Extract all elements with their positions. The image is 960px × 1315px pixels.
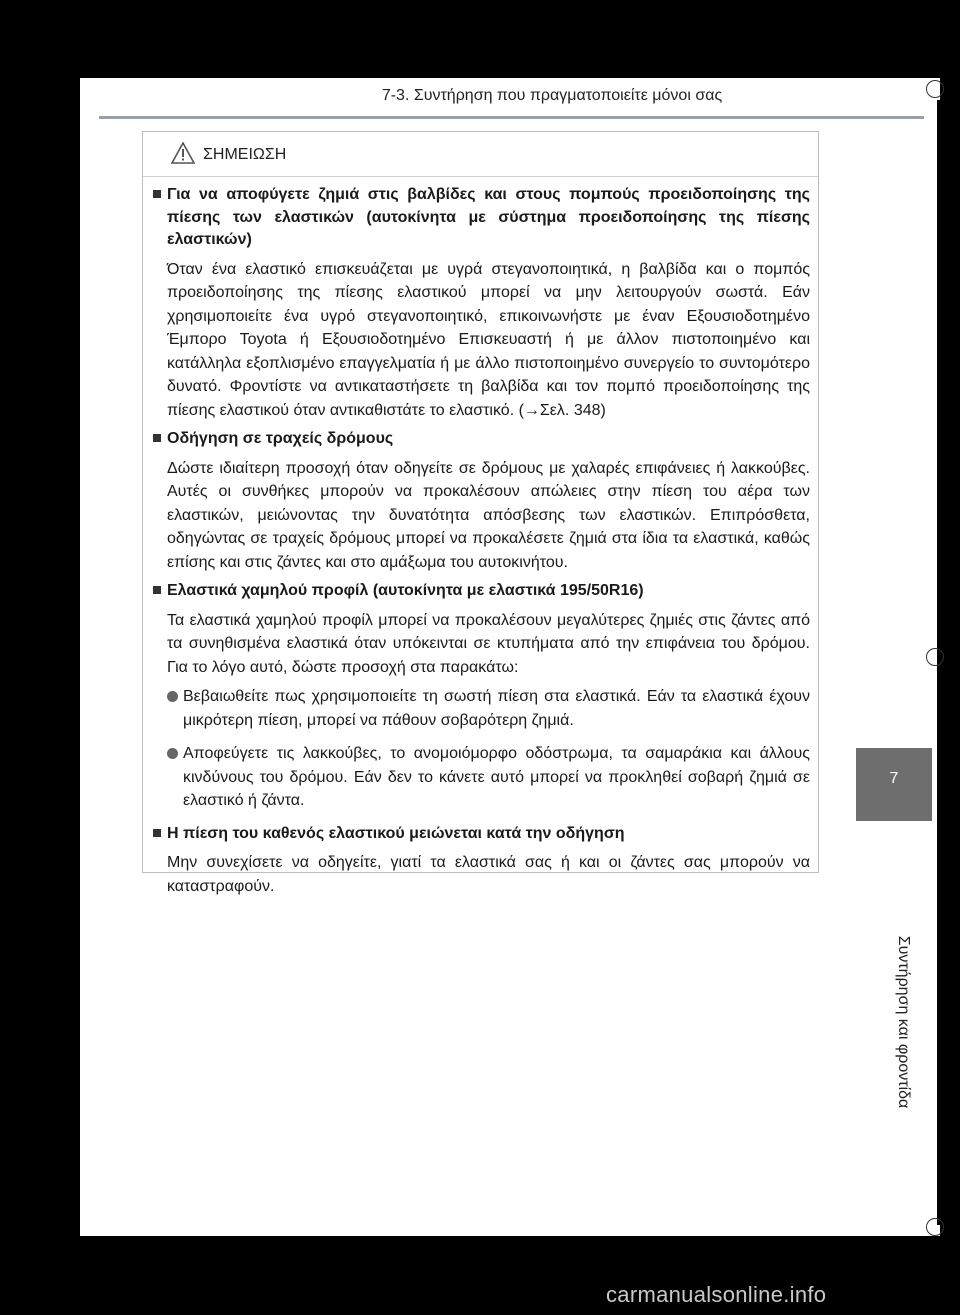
chapter-number: 7: [889, 770, 899, 787]
square-bullet-icon: [153, 586, 161, 594]
square-bullet-icon: [153, 829, 161, 837]
notice-title: ΣΗΜΕΙΩΣΗ: [203, 146, 287, 163]
chapter-label: Συντήρηση και φροντίδα: [895, 935, 912, 1109]
list-item: [167, 685, 810, 732]
header-rule: [99, 116, 924, 119]
section-title: Η πίεση του καθενός ελαστικού μειώνεται κατά την οδήγηση: [167, 824, 625, 842]
page-header: 7-3. Συντήρηση που πραγματοποιείτε μόνοι σας: [381, 87, 723, 104]
notice-divider: [143, 176, 818, 177]
list-item-text: Βεβαιωθείτε πως χρησιμοποιείτε τη σωστή πίεση στα ελαστικά. Εάν τα ελαστικά έχουν μικρότερη πίεση, μπορεί να πάθουν σοβαρότερη ζημιά.: [183, 688, 810, 729]
notice-header: [171, 140, 286, 170]
notice-section: [153, 823, 810, 899]
crop-mark-icon: [926, 1218, 944, 1236]
round-bullet-icon: [167, 748, 178, 759]
notice-content: [153, 184, 810, 904]
crop-mark-icon: [926, 80, 944, 98]
notice-section: [153, 580, 810, 813]
list-item-text: Αποφεύγετε τις λακκούβες, το ανομοιόμορφο οδόστρωμα, τα σαμαράκια και άλλους κινδύνους του δρόμου. Εάν δεν το κάνετε αυτό μπορεί να προκληθεί σοβαρή ζημιά σε ελαστικό ή ζάντα.: [183, 745, 810, 809]
round-bullet-icon: [167, 691, 178, 702]
section-title: Οδήγηση σε τραχείς δρόμους: [167, 430, 394, 447]
square-bullet-icon: [153, 434, 161, 442]
list-item: [167, 742, 810, 813]
notice-box: [142, 131, 819, 895]
square-bullet-icon: [153, 190, 161, 198]
watermark: carmanualsonline.info: [606, 1282, 827, 1307]
section-text: Τα ελαστικά χαμηλού προφίλ μπορεί να προκαλέσουν μεγαλύτερες ζημιές στις ζάντες από τα συνηθισμένα ελαστικά όταν υπόκεινται σε κτυπήματα από την επιφάνεια του δρόμου. Για το λόγο αυτό, δώστε προσοχή στα παρακάτω:: [167, 611, 810, 676]
section-title: Για να αποφύγετε ζημιά στις βαλβίδες και στους πομπούς προειδοποίησης της πίεσης των ελαστικών (αυτοκίνητα με σύστημα προειδοποίησης της πίεσης ελαστικών): [167, 186, 810, 248]
notice-section: [153, 428, 810, 574]
section-title: Ελαστικά χαμηλού προφίλ (αυτοκίνητα με ελαστικά 195/50R16): [167, 582, 644, 599]
chapter-tab[interactable]: [856, 748, 932, 821]
notice-section: [153, 184, 810, 422]
warning-triangle-icon: [171, 142, 195, 169]
section-text: Δώστε ιδιαίτερη προσοχή όταν οδηγείτε σε δρόμους με χαλαρές επιφάνειες ή λακκούβες. Αυτές οι συνθήκες μπορούν να προκαλέσουν απώλειες στην πίεση του αέρα των ελαστικών, μειώνοντας την δυνατότητα απόσβεσης των ελαστικών. Επιπρόσθετα, οδηγώντας σε τραχείς δρόμους μπορεί να προκαλέσετε ζημιά στα ίδια τα ελαστικά, καθώς επίσης και στις ζάντες και στο αμάξωμα του αυτοκινήτου.: [167, 459, 810, 571]
crop-mark-icon: [926, 648, 944, 666]
section-text: Μην συνεχίσετε να οδηγείτε, γιατί τα ελαστικά σας ή και οι ζάντες σας μπορούν να καταστραφούν.: [167, 854, 810, 895]
section-text: Όταν ένα ελαστικό επισκευάζεται με υγρά στεγανοποιητικά, η βαλβίδα και ο πομπός προειδοποίησης της πίεσης ελαστικού μπορεί να μην λειτουργούν σωστά. Εάν χρησιμοποιείτε ένα υγρό στεγανοποιητικό, επικοινωνήστε με έναν Εξουσιοδοτημένο Έμπορο Toyota ή Εξουσιοδοτημένο Επισκευαστή ή με άλλον πιστοποιημένο και κατάλληλα εξοπλισμένο επαγγελματία ή με άλλο πιστοποιημένο συνεργείο το συντομότερο δυνατό. Φροντίστε να αντικαταστήσετε τη βαλβίδα και τον πομπό προειδοποίησης της πίεσης ελαστικού όταν αντικαθιστάτε το ελαστικό. (→Σελ. 348): [167, 260, 810, 419]
